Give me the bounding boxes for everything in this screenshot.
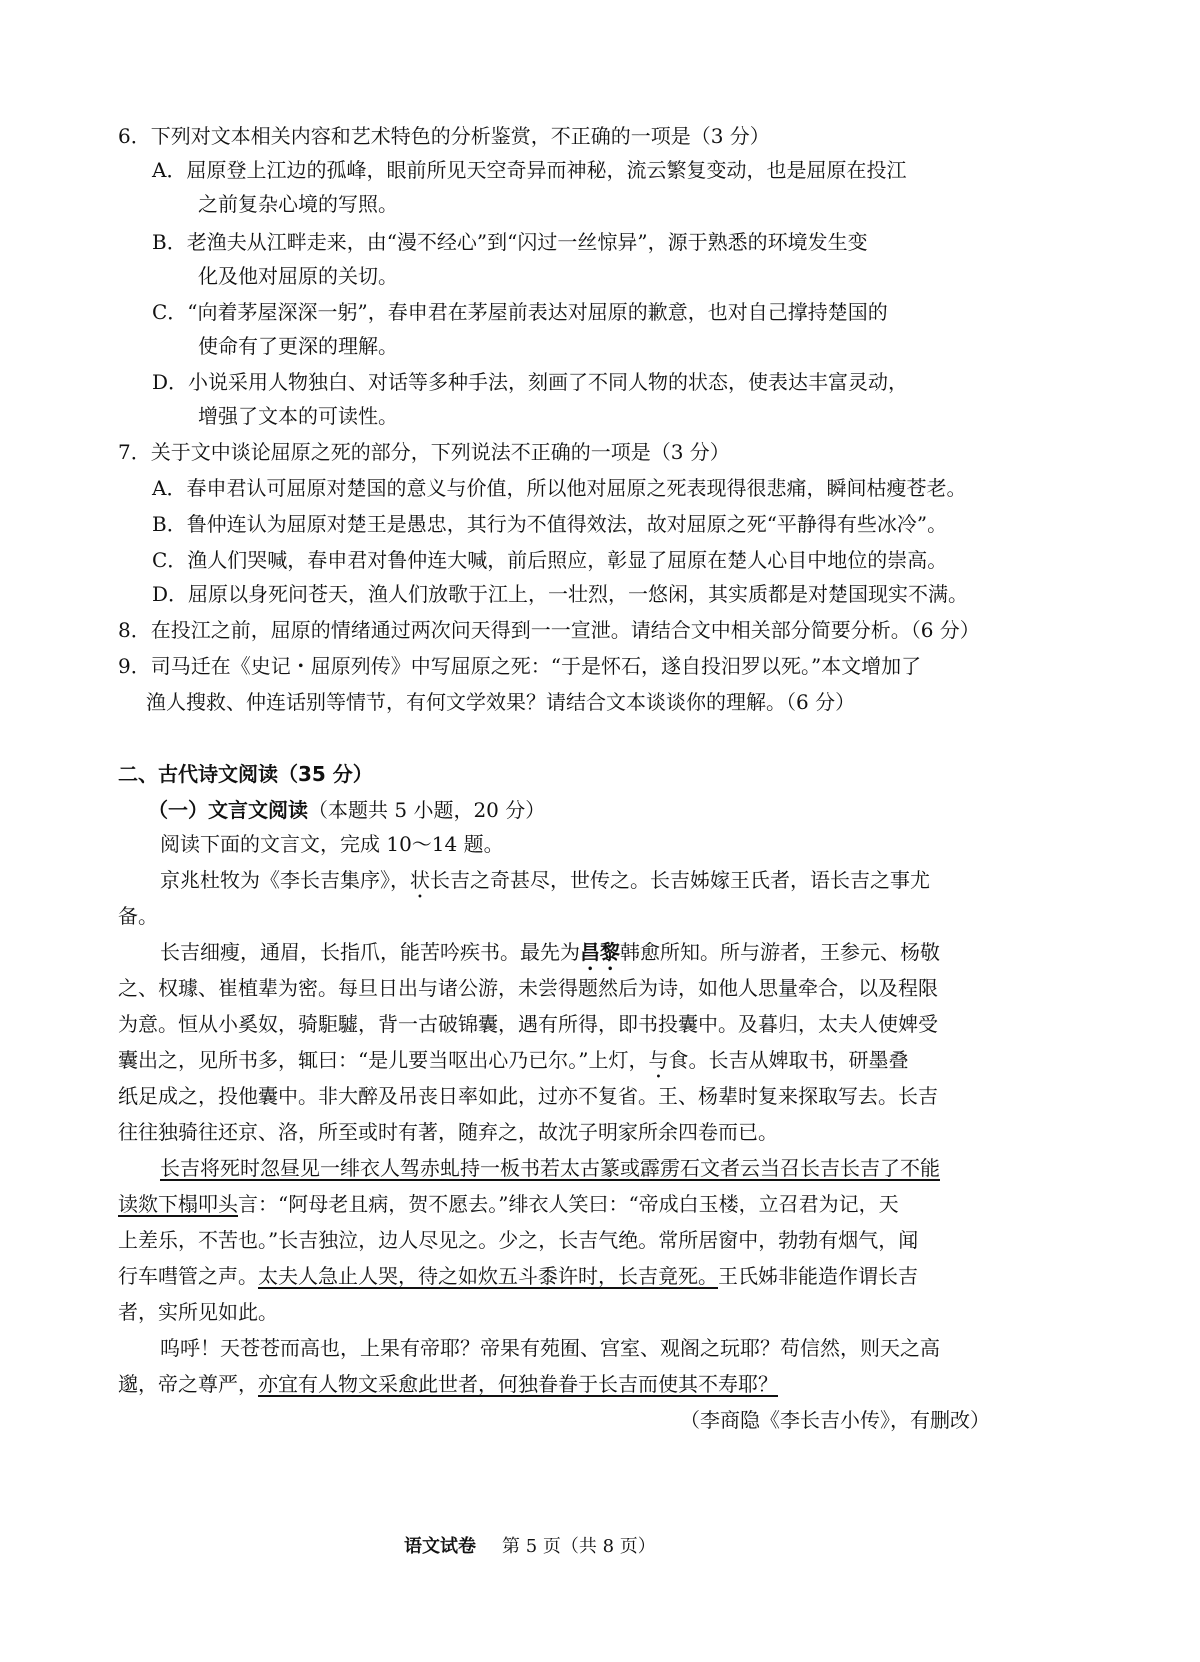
passage-line <box>160 936 940 975</box>
page-footer <box>404 1532 656 1558</box>
passage-line: 纸足成之，投他囊中。非大醉及吊丧日率如此，过亦不复省。王、杨辈时复来探取写去。长吉 <box>118 1084 938 1108</box>
subsection-title <box>148 794 545 823</box>
text-run: 王氏姊非能造作谓长吉 <box>718 1264 918 1288</box>
passage-line <box>118 1044 908 1083</box>
footer-page-number: 第 5 页（共 8 页） <box>502 1536 656 1557</box>
question-7-stem: 7．关于文中谈论屈原之死的部分，下列说法不正确的一项是（3 分） <box>118 440 730 464</box>
question-7-option-c: C．渔人们哭喊，春申君对鲁仲连大喊，前后照应，彰显了屈原在楚人心目中地位的崇高。 <box>152 548 948 572</box>
question-9: 9．司马迁在《史记・屈原列传》中写屈原之死：“于是怀石，遂自投汨罗以死。”本文增加了 <box>118 654 922 678</box>
passage-line: 呜呼！天苍苍而高也，上果有帝耶？帝果有苑囿、宫室、观阁之玩耶？苟信然，则天之高 <box>160 1336 940 1360</box>
passage-line <box>160 1152 940 1181</box>
subsection-name: （一）文言文阅读 <box>148 798 308 822</box>
dotted-word: 昌黎 <box>580 940 620 964</box>
text-run: 言：“阿母老且病，贺不愿去。”绯衣人笑曰：“帝成白玉楼，立召君为记，天 <box>238 1192 899 1216</box>
dotted-word: 与 <box>648 1048 669 1072</box>
section-title: 二、古代诗文阅读（35 分） <box>118 762 373 786</box>
passage-line: 上差乐，不苦也。”长吉独泣，边人尽见之。少之，长吉气绝。常所居窗中，勃勃有烟气，闻 <box>118 1228 919 1252</box>
underlined-sentence: 长吉将死时忽昼见一绯衣人驾赤虬持一板书若太古篆或霹雳石文者云当召长吉长吉了不能 <box>160 1156 940 1180</box>
passage-line: 为意。恒从小奚奴，骑駏驉，背一古破锦囊，遇有所得，即书投囊中。及暮归，太夫人使婢受 <box>118 1012 938 1036</box>
passage-line <box>118 1188 899 1217</box>
instruction: 阅读下面的文言文，完成 10～14 题。 <box>160 832 504 856</box>
underlined-sentence: 太夫人急止人哭，待之如炊五斗黍许时，长吉竟死。 <box>258 1264 718 1288</box>
question-6-stem: 6．下列对文本相关内容和艺术特色的分析鉴赏，不正确的一项是（3 分） <box>118 124 770 148</box>
text-run: 食。长吉从婢取书，研墨叠 <box>668 1048 909 1072</box>
passage-line <box>160 864 930 903</box>
subsection-note: （本题共 5 小题，20 分） <box>308 798 546 822</box>
text-run: 韩愈所知。所与游者，王参元、杨敬 <box>620 940 940 964</box>
text-run: 长吉之奇甚尽，世传之。长吉姊嫁王氏者，语长吉之事尤 <box>430 868 930 892</box>
passage-line: 往往独骑往还京、洛，所至或时有著，随弃之，故沈子明家所余四卷而已。 <box>118 1120 778 1144</box>
question-6-option-b-cont: 化及他对屈原的关切。 <box>198 264 398 288</box>
question-7-option-b: B．鲁仲连认为屈原对楚王是愚忠，其行为不值得效法，故对屈原之死“平静得有些冰冷”。 <box>152 512 948 536</box>
footer-subject: 语文试卷 <box>404 1536 476 1557</box>
text-run: 邈，帝之尊严， <box>118 1372 258 1396</box>
text-run: 京兆杜牧为《李长吉集序》， <box>160 868 410 892</box>
question-8: 8．在投江之前，屈原的情绪通过两次问天得到一一宣泄。请结合文中相关部分简要分析。（6 分） <box>118 618 980 642</box>
question-6-option-d-cont: 增强了文本的可读性。 <box>198 404 398 428</box>
text-run: 囊出之，见所书多，辄曰：“是儿要当呕出心乃已尔。”上灯， <box>118 1048 649 1072</box>
passage-source: （李商隐《李长吉小传》，有删改） <box>680 1408 990 1432</box>
question-6-option-a: A．屈原登上江边的孤峰，眼前所见天空奇异而神秘，流云繁复变动，也是屈原在投江 <box>152 158 907 182</box>
question-7-option-d: D．屈原以身死问苍天，渔人们放歌于江上，一壮烈，一悠闲，其实质都是对楚国现实不满。 <box>152 582 969 606</box>
passage-line <box>118 1260 918 1289</box>
underlined-sentence: 读欻下榻叩头 <box>118 1192 238 1216</box>
passage-line: 备。 <box>118 904 158 928</box>
passage-line: 者，实所见如此。 <box>118 1300 278 1324</box>
question-6-option-d: D．小说采用人物独白、对话等多种手法，刻画了不同人物的状态，使表达丰富灵动， <box>152 370 909 394</box>
question-6-option-c-cont: 使命有了更深的理解。 <box>198 334 398 358</box>
question-9-cont: 渔人搜救、仲连话别等情节，有何文学效果？请结合文本谈谈你的理解。（6 分） <box>146 690 856 714</box>
dotted-word: 状 <box>410 868 430 892</box>
text-run: 行车嘒管之声。 <box>118 1264 258 1288</box>
text-run: 长吉细瘦，通眉，长指爪，能苦吟疾书。最先为 <box>160 940 580 964</box>
question-7-option-a: A．春申君认可屈原对楚国的意义与价值，所以他对屈原之死表现得很悲痛，瞬间枯瘦苍老。 <box>152 476 967 500</box>
passage-line: 之、权璩、崔植辈为密。每旦日出与诸公游，未尝得题然后为诗，如他人思量牵合，以及程限 <box>118 976 938 1000</box>
question-6-option-c: C．“向着茅屋深深一躬”，春申君在茅屋前表达对屈原的歉意，也对自己撑持楚国的 <box>152 300 888 324</box>
passage-line <box>118 1368 778 1397</box>
underlined-sentence: 亦宜有人物文采愈此世者，何独眷眷于长吉而使其不寿耶？ <box>258 1372 778 1396</box>
question-6-option-b: B．老渔夫从江畔走来，由“漫不经心”到“闪过一丝惊异”，源于熟悉的环境发生变 <box>152 230 868 254</box>
question-6-option-a-cont: 之前复杂心境的写照。 <box>198 192 398 216</box>
